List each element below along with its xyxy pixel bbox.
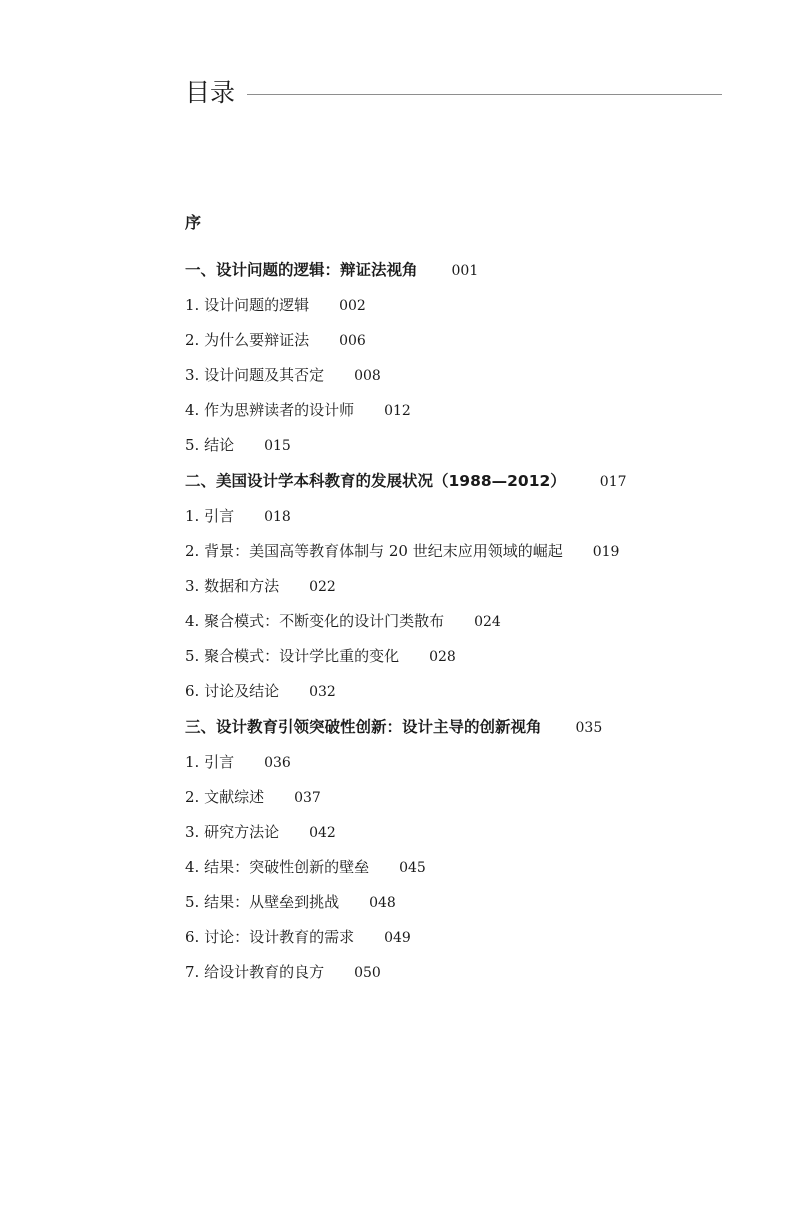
item-title: 1. 设计问题的逻辑 — [185, 296, 310, 314]
page-number: 012 — [384, 403, 411, 419]
item-title: 7. 给设计教育的良方 — [185, 963, 325, 981]
toc-item[interactable] — [185, 363, 765, 388]
toc-item[interactable] — [185, 539, 765, 564]
item-title: 4. 聚合模式：不断变化的设计门类散布 — [185, 612, 445, 630]
toc-item[interactable] — [185, 504, 765, 529]
toc-item[interactable] — [185, 855, 765, 880]
page-title: 目录 — [185, 78, 236, 107]
toc-header — [185, 76, 722, 110]
item-title: 2. 为什么要辩证法 — [185, 331, 310, 349]
page-number: 049 — [384, 930, 411, 946]
section-title: 一、设计问题的逻辑：辩证法视角 — [185, 261, 418, 279]
item-title: 4. 结果：突破性创新的壁垒 — [185, 858, 370, 876]
page-number: 001 — [451, 263, 479, 279]
page-number: 024 — [474, 614, 501, 630]
header-rule — [247, 94, 722, 95]
page-number: 008 — [354, 368, 381, 384]
toc-item[interactable] — [185, 925, 765, 950]
item-title: 2. 背景：美国高等教育体制与 20 世纪末应用领域的崛起 — [185, 542, 563, 560]
toc-item[interactable] — [185, 890, 765, 915]
page-number: 028 — [429, 649, 456, 665]
toc-item[interactable] — [185, 644, 765, 669]
item-title: 1. 引言 — [185, 753, 235, 771]
table-of-contents — [185, 258, 765, 996]
page-number: 042 — [309, 825, 336, 841]
page-number: 006 — [339, 333, 366, 349]
page-number: 036 — [264, 755, 291, 771]
item-title: 1. 引言 — [185, 507, 235, 525]
page-number: 002 — [339, 298, 366, 314]
page-number: 048 — [369, 895, 396, 911]
toc-item[interactable] — [185, 398, 765, 423]
toc-item[interactable] — [185, 574, 765, 599]
item-title: 3. 研究方法论 — [185, 823, 280, 841]
toc-section-heading[interactable] — [185, 258, 765, 283]
item-title: 5. 聚合模式：设计学比重的变化 — [185, 647, 400, 665]
toc-section-1 — [185, 258, 765, 458]
toc-item[interactable] — [185, 433, 765, 458]
toc-section-heading[interactable] — [185, 715, 765, 740]
page-number: 050 — [354, 965, 381, 981]
item-title: 4. 作为思辨读者的设计师 — [185, 401, 355, 419]
toc-item[interactable] — [185, 328, 765, 353]
toc-item[interactable] — [185, 820, 765, 845]
page-number: 019 — [592, 544, 620, 560]
toc-section-heading[interactable] — [185, 469, 765, 494]
page-number: 037 — [294, 790, 321, 806]
item-title: 5. 结论 — [185, 436, 235, 454]
page-number: 045 — [399, 860, 426, 876]
toc-section-3 — [185, 715, 765, 985]
page-number: 035 — [575, 720, 603, 736]
item-title: 3. 设计问题及其否定 — [185, 366, 325, 384]
toc-item[interactable] — [185, 750, 765, 775]
item-title: 2. 文献综述 — [185, 788, 265, 806]
toc-item[interactable] — [185, 293, 765, 318]
toc-item[interactable] — [185, 609, 765, 634]
item-title: 6. 讨论：设计教育的需求 — [185, 928, 355, 946]
item-title: 6. 讨论及结论 — [185, 682, 280, 700]
section-title: 三、设计教育引领突破性创新：设计主导的创新视角 — [185, 718, 542, 736]
section-title: 二、美国设计学本科教育的发展状况（1988—2012） — [185, 472, 566, 490]
toc-item[interactable] — [185, 960, 765, 985]
page-number: 022 — [309, 579, 336, 595]
item-title: 5. 结果：从壁垒到挑战 — [185, 893, 340, 911]
page-number: 018 — [264, 509, 291, 525]
toc-section-2 — [185, 469, 765, 704]
page-number: 032 — [309, 684, 336, 700]
toc-entry-preface[interactable]: 序 — [185, 213, 202, 232]
page-number: 015 — [264, 438, 291, 454]
item-title: 3. 数据和方法 — [185, 577, 280, 595]
toc-item[interactable] — [185, 679, 765, 704]
page-number: 017 — [599, 474, 627, 490]
toc-item[interactable] — [185, 785, 765, 810]
